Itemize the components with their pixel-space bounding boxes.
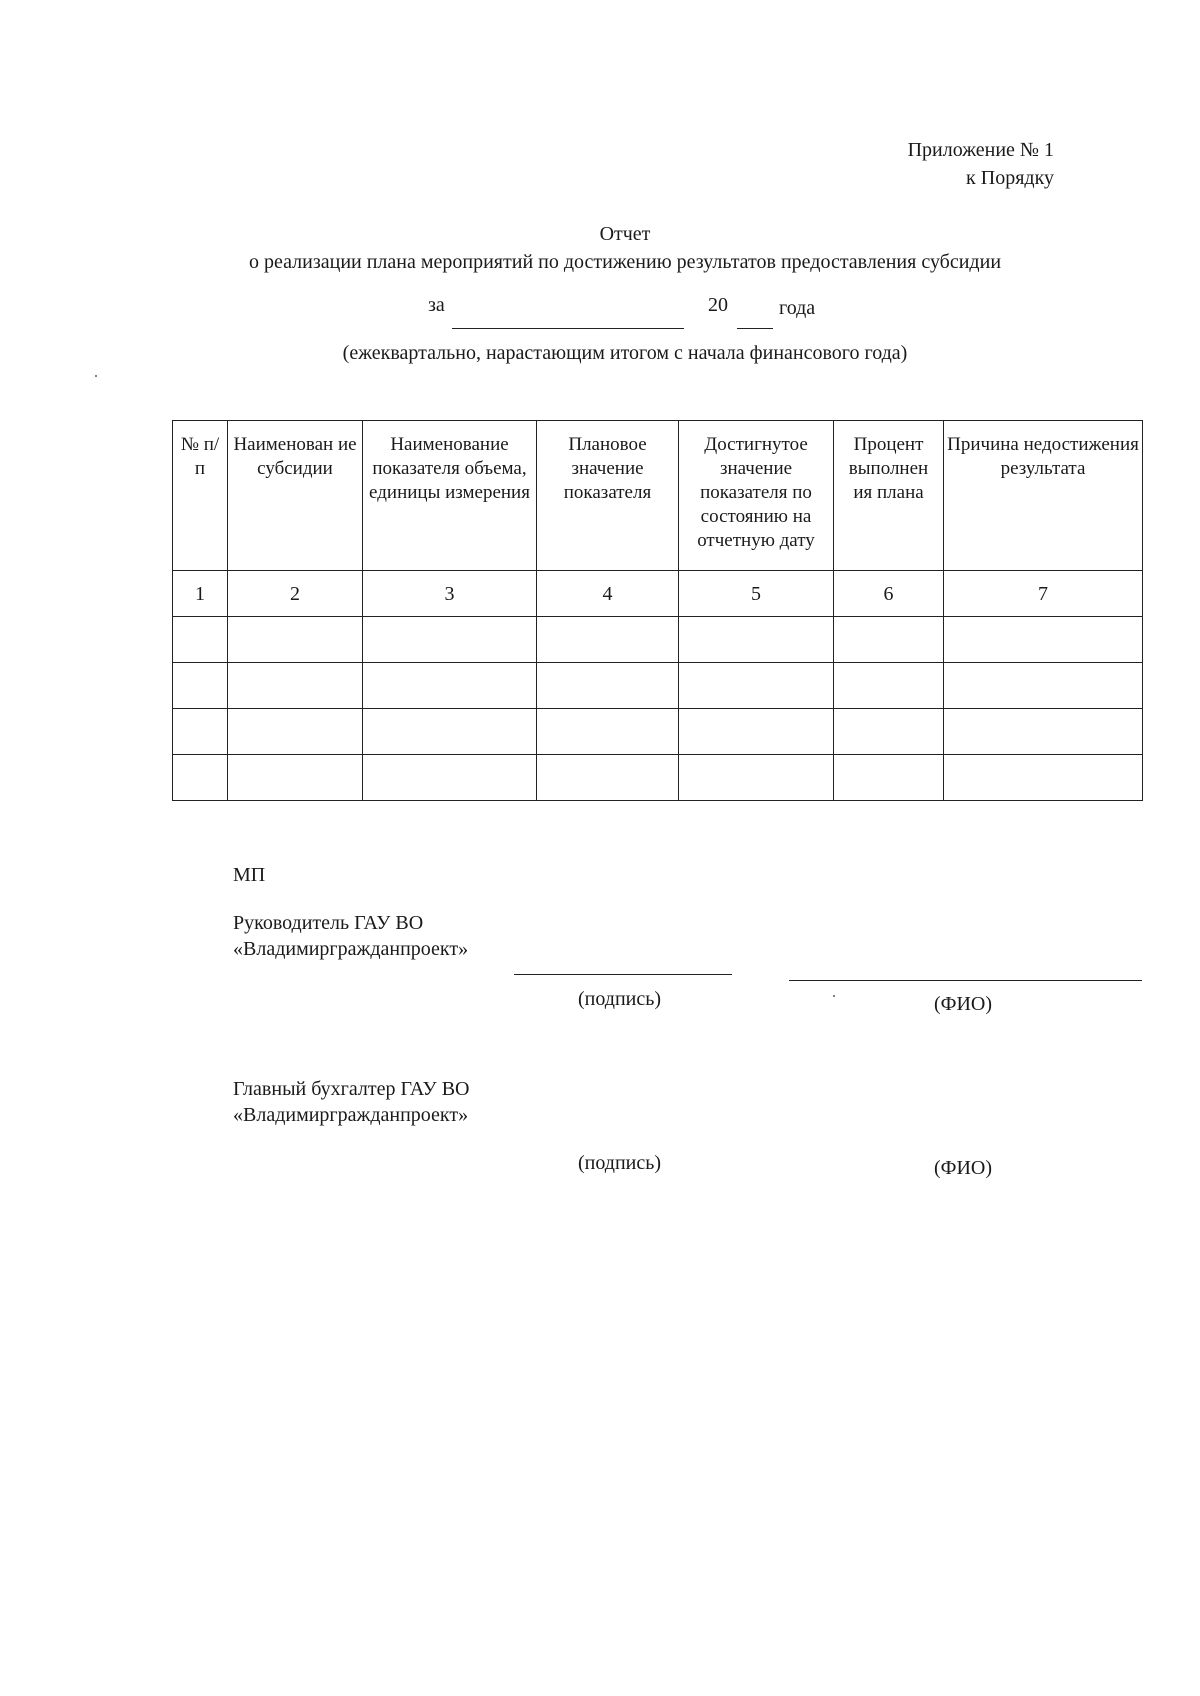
empty-cell[interactable] — [228, 755, 363, 801]
empty-cell[interactable] — [679, 663, 834, 709]
report-table — [172, 420, 1143, 801]
header-cell-reason: Причина недостижения результата — [944, 421, 1143, 571]
accountant-organization: «Владимиргражданпроект» — [233, 1104, 469, 1126]
accountant-name-caption: (ФИО) — [934, 1157, 993, 1179]
period-year-prefix: 20 — [708, 294, 728, 316]
director-organization: «Владимиргражданпроект» — [233, 938, 469, 960]
director-title: Руководитель ГАУ ВО — [233, 912, 424, 934]
empty-cell[interactable] — [834, 617, 944, 663]
scan-speck — [833, 995, 835, 997]
empty-cell[interactable] — [834, 663, 944, 709]
director-signature-line — [514, 974, 732, 975]
empty-cell[interactable] — [363, 709, 537, 755]
director-signature-caption: (подпись) — [578, 988, 662, 1010]
column-number-cell: 4 — [537, 571, 679, 617]
year-blank-line — [737, 328, 773, 329]
empty-cell[interactable] — [679, 617, 834, 663]
empty-cell[interactable] — [363, 755, 537, 801]
empty-cell[interactable] — [228, 663, 363, 709]
empty-cell[interactable] — [228, 617, 363, 663]
period-prefix: за — [428, 294, 445, 316]
empty-cell[interactable] — [363, 663, 537, 709]
column-number-cell: 2 — [228, 571, 363, 617]
column-number-cell: 1 — [173, 571, 228, 617]
empty-cell[interactable] — [537, 709, 679, 755]
empty-cell[interactable] — [944, 755, 1143, 801]
director-name-caption: (ФИО) — [934, 993, 993, 1015]
table-row — [173, 663, 1143, 709]
period-blank-line — [452, 328, 684, 329]
empty-cell[interactable] — [173, 709, 228, 755]
empty-cell[interactable] — [537, 755, 679, 801]
table-header-row — [173, 421, 1143, 571]
header-cell-number: № п/п — [173, 421, 228, 571]
period-note: (ежеквартально, нарастающим итогом с начала финансового года) — [342, 342, 908, 364]
scan-speck — [95, 375, 97, 377]
empty-cell[interactable] — [944, 617, 1143, 663]
empty-cell[interactable] — [228, 709, 363, 755]
empty-cell[interactable] — [173, 755, 228, 801]
stamp-label: МП — [233, 864, 266, 886]
column-number-cell: 5 — [679, 571, 834, 617]
header-cell-indicator-name: Наименование показателя объема, единицы измерения — [363, 421, 537, 571]
appendix-reference: к Порядку — [966, 167, 1054, 189]
empty-cell[interactable] — [363, 617, 537, 663]
empty-cell[interactable] — [537, 617, 679, 663]
column-number-cell: 3 — [363, 571, 537, 617]
report-subtitle: о реализации плана мероприятий по достижению результатов предоставления субсидии — [248, 251, 1002, 273]
accountant-signature-caption: (подпись) — [578, 1152, 662, 1174]
empty-cell[interactable] — [173, 617, 228, 663]
column-number-row — [173, 571, 1143, 617]
empty-cell[interactable] — [834, 709, 944, 755]
header-cell-completion-percent: Процент выполнен ия плана — [834, 421, 944, 571]
period-suffix: года — [779, 297, 816, 319]
table-row — [173, 617, 1143, 663]
column-number-cell: 6 — [834, 571, 944, 617]
empty-cell[interactable] — [944, 709, 1143, 755]
empty-cell[interactable] — [173, 663, 228, 709]
director-name-line — [789, 980, 1142, 981]
header-cell-achieved-value: Достигнутое значение показателя по состоянию на отчетную дату — [679, 421, 834, 571]
empty-cell[interactable] — [834, 755, 944, 801]
empty-cell[interactable] — [679, 709, 834, 755]
column-number-cell: 7 — [944, 571, 1143, 617]
empty-cell[interactable] — [944, 663, 1143, 709]
empty-cell[interactable] — [537, 663, 679, 709]
header-cell-subsidy-name: Наименован ие субсидии — [228, 421, 363, 571]
accountant-title: Главный бухгалтер ГАУ ВО — [233, 1078, 470, 1100]
table-row — [173, 709, 1143, 755]
table-row — [173, 755, 1143, 801]
header-cell-planned-value: Плановое значение показателя — [537, 421, 679, 571]
empty-cell[interactable] — [679, 755, 834, 801]
report-title: Отчет — [599, 223, 651, 245]
appendix-number: Приложение № 1 — [907, 139, 1054, 161]
